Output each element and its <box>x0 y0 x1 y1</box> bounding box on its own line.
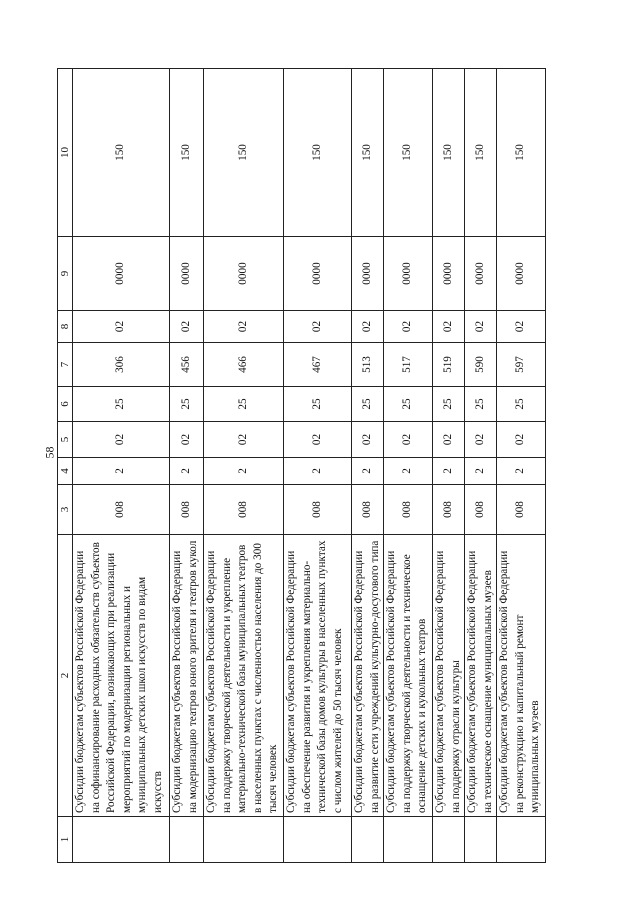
code-cell: 02 <box>433 422 465 458</box>
table-row <box>284 69 352 863</box>
code-cell <box>204 817 284 863</box>
header-cell: 7 <box>58 343 73 387</box>
code-cell: 513 <box>352 343 384 387</box>
header-cell: 9 <box>58 237 73 311</box>
code-cell: 2 <box>465 458 497 485</box>
code-cell: 02 <box>384 311 433 343</box>
code-cell: 02 <box>433 311 465 343</box>
code-cell: 02 <box>497 311 546 343</box>
table-row <box>170 69 204 863</box>
header-cell: 8 <box>58 311 73 343</box>
code-cell: 2 <box>384 458 433 485</box>
code-cell: 0000 <box>204 237 284 311</box>
code-cell <box>73 817 170 863</box>
code-cell <box>284 817 352 863</box>
code-cell: 456 <box>170 343 204 387</box>
code-cell: 02 <box>204 311 284 343</box>
code-cell: 2 <box>170 458 204 485</box>
code-cell: 2 <box>204 458 284 485</box>
code-cell: 0000 <box>284 237 352 311</box>
header-cell: 4 <box>58 458 73 485</box>
code-cell: 2 <box>352 458 384 485</box>
table-row <box>352 69 384 863</box>
code-cell <box>433 817 465 863</box>
code-cell: 008 <box>433 485 465 535</box>
table-row <box>73 69 170 863</box>
code-cell: 008 <box>465 485 497 535</box>
code-cell: 008 <box>497 485 546 535</box>
code-cell: 0000 <box>73 237 170 311</box>
code-cell: 150 <box>465 69 497 237</box>
code-cell: 2 <box>497 458 546 485</box>
code-cell: 02 <box>465 422 497 458</box>
header-cell: 6 <box>58 387 73 422</box>
description-cell: Субсидии бюджетам субъектов Российской Федерации на поддержку отрасли культуры <box>433 535 465 817</box>
code-cell: 02 <box>284 422 352 458</box>
code-cell: 150 <box>497 69 546 237</box>
header-cell: 3 <box>58 485 73 535</box>
page-number: 58 <box>42 446 57 459</box>
code-cell: 0000 <box>497 237 546 311</box>
code-cell: 150 <box>204 69 284 237</box>
code-cell: 02 <box>170 422 204 458</box>
code-cell: 02 <box>384 422 433 458</box>
table-row <box>204 69 284 863</box>
code-cell: 150 <box>433 69 465 237</box>
code-cell: 008 <box>204 485 284 535</box>
rotated-page <box>57 69 570 863</box>
code-cell: 008 <box>352 485 384 535</box>
code-cell: 597 <box>497 343 546 387</box>
code-cell: 2 <box>433 458 465 485</box>
code-cell: 0000 <box>433 237 465 311</box>
code-cell <box>465 817 497 863</box>
description-cell: Субсидии бюджетам субъектов Российской Федерации на софинансирование расходных обязательств субъектов Российской Федерации, возникающих при реализации мероприятий по модернизации региональных и муниципальных детских школ искусств по видам искусств <box>73 535 170 817</box>
code-cell: 02 <box>497 422 546 458</box>
code-cell: 02 <box>73 311 170 343</box>
header-cell: 1 <box>58 817 73 863</box>
description-cell: Субсидии бюджетам субъектов Российской Федерации на реконструкцию и капитальный ремонт муниципальных музеев <box>497 535 546 817</box>
code-cell: 590 <box>465 343 497 387</box>
code-cell <box>170 817 204 863</box>
code-cell: 150 <box>284 69 352 237</box>
code-cell: 25 <box>433 387 465 422</box>
header-row <box>58 69 73 863</box>
code-cell: 02 <box>73 422 170 458</box>
header-cell: 10 <box>58 69 73 237</box>
code-cell: 02 <box>284 311 352 343</box>
description-cell: Субсидии бюджетам субъектов Российской Федерации на поддержку творческой деятельности и техническое оснащение детских и кукольных театров <box>384 535 433 817</box>
description-cell: Субсидии бюджетам субъектов Российской Федерации на поддержку творческой деятельности и укрепление материально-технической базы муниципальных театров в населенных пунктах с численностью населения до 300 тысяч человек <box>204 535 284 817</box>
code-cell: 150 <box>73 69 170 237</box>
code-cell: 25 <box>204 387 284 422</box>
description-cell: Субсидии бюджетам субъектов Российской Федерации на техническое оснащение муниципальных музеев <box>465 535 497 817</box>
code-cell: 008 <box>170 485 204 535</box>
code-cell: 0000 <box>170 237 204 311</box>
code-cell: 02 <box>352 422 384 458</box>
code-cell: 02 <box>204 422 284 458</box>
code-cell: 519 <box>433 343 465 387</box>
code-cell <box>384 817 433 863</box>
code-cell: 25 <box>497 387 546 422</box>
code-cell: 0000 <box>352 237 384 311</box>
code-cell: 25 <box>352 387 384 422</box>
code-cell: 25 <box>465 387 497 422</box>
table-row <box>497 69 546 863</box>
description-cell: Субсидии бюджетам субъектов Российской Федерации на обеспечение развития и укрепления материально-технической базы домов культуры в населенных пунктах с числом жителей до 50 тысяч человек <box>284 535 352 817</box>
code-cell: 02 <box>465 311 497 343</box>
code-cell: 008 <box>384 485 433 535</box>
code-cell: 2 <box>284 458 352 485</box>
code-cell: 02 <box>352 311 384 343</box>
code-cell: 2 <box>73 458 170 485</box>
code-cell: 25 <box>73 387 170 422</box>
code-cell: 306 <box>73 343 170 387</box>
header-cell: 5 <box>58 422 73 458</box>
code-cell: 25 <box>384 387 433 422</box>
budget-table <box>57 68 546 863</box>
code-cell: 466 <box>204 343 284 387</box>
table-row <box>433 69 465 863</box>
code-cell: 150 <box>170 69 204 237</box>
code-cell: 150 <box>384 69 433 237</box>
code-cell: 25 <box>170 387 204 422</box>
table-row <box>465 69 497 863</box>
code-cell: 02 <box>170 311 204 343</box>
code-cell: 0000 <box>384 237 433 311</box>
code-cell: 008 <box>73 485 170 535</box>
code-cell: 467 <box>284 343 352 387</box>
code-cell: 517 <box>384 343 433 387</box>
code-cell: 25 <box>284 387 352 422</box>
description-cell: Субсидии бюджетам субъектов Российской Федерации на модернизацию театров юного зрителя и театров кукол <box>170 535 204 817</box>
code-cell: 150 <box>352 69 384 237</box>
code-cell <box>352 817 384 863</box>
header-cell: 2 <box>58 535 73 817</box>
code-cell <box>497 817 546 863</box>
code-cell: 008 <box>284 485 352 535</box>
table-row <box>384 69 433 863</box>
code-cell: 0000 <box>465 237 497 311</box>
description-cell: Субсидии бюджетам субъектов Российской Федерации на развитие сети учреждений культурно-досугового типа <box>352 535 384 817</box>
